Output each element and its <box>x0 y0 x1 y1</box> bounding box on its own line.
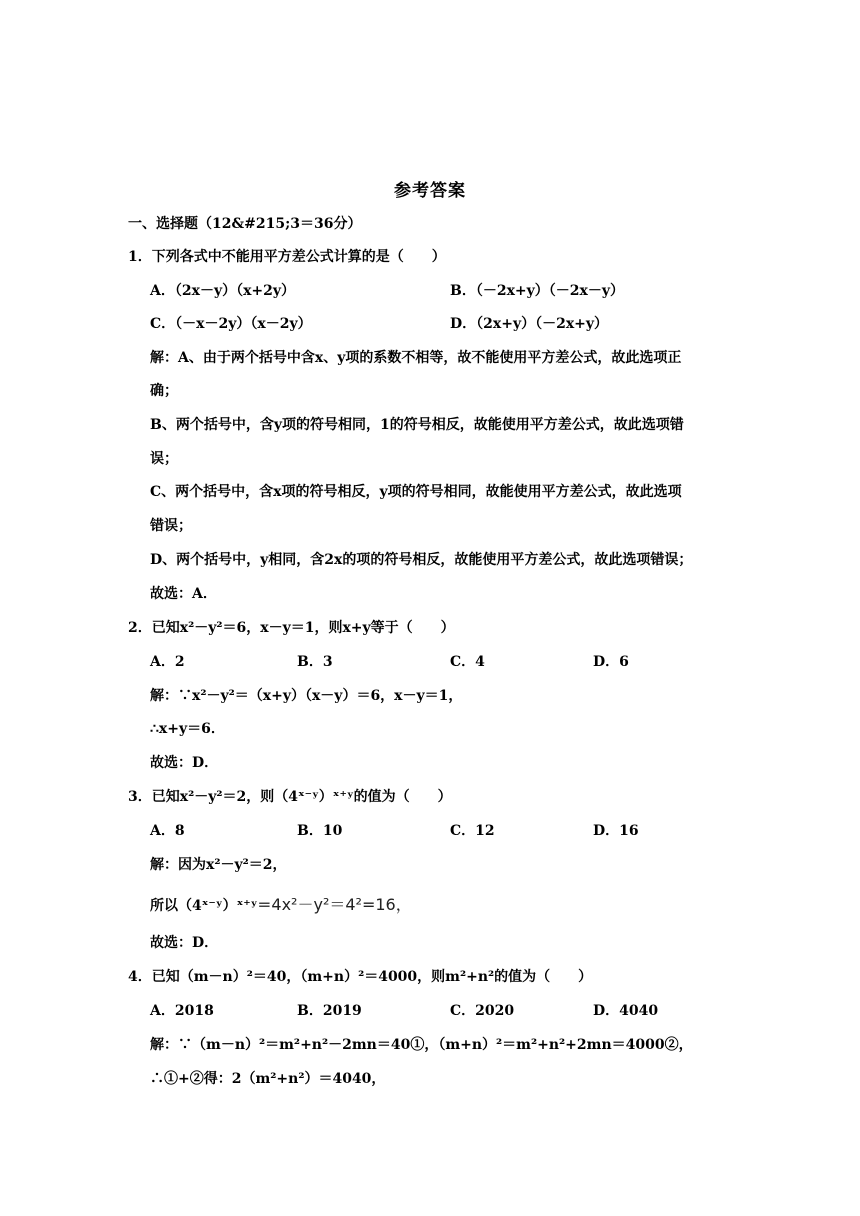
q1-option-c: C．（－x－2y）（x－2y） <box>150 316 312 332</box>
q3-answer-line: 故选：D． <box>150 935 219 951</box>
q1-option-d: D．（2x+y）（－2x+y） <box>450 316 609 332</box>
q3-formula-image: 4x²－y²＝4²=16， <box>271 895 412 914</box>
question-1-stem: 1．下列各式中不能用平方差公式计算的是（ ） <box>128 249 446 265</box>
q1-option-a: A．（2x－y）（x+2y） <box>150 283 296 299</box>
q3-option-b: B．10 <box>297 823 343 839</box>
q3-option-c: C．12 <box>450 823 495 839</box>
q1-solution-line: 错误； <box>150 518 192 534</box>
question-3-stem: 3．已知x²－y²＝2，则（4ˣ⁻ʸ）ˣ⁺ʸ的值为（ ） <box>128 789 452 805</box>
q1-solution-line: 误； <box>150 451 178 467</box>
question-4-stem: 4．已知（m－n）²＝40，（m+n）²＝4000，则m²+n²的值为（ ） <box>128 969 593 985</box>
q2-option-b: B．3 <box>297 654 333 670</box>
q1-option-b: B．（－2x+y）（－2x－y） <box>450 283 625 299</box>
q1-answer-line: 故选：A． <box>150 586 217 602</box>
q2-answer-line: 故选：D． <box>150 755 219 771</box>
q3-option-d: D．16 <box>593 823 639 839</box>
q1-solution-line: B、两个括号中，含y项的符号相同，1的符号相反，故能使用平方差公式，故此选项错 <box>150 417 684 433</box>
q4-option-d: D．4040 <box>593 1003 659 1019</box>
question-2-stem: 2．已知x²－y²＝6，x－y＝1，则x+y等于（ ） <box>128 620 455 636</box>
q3-solution-line: 解：因为x²－y²＝2， <box>150 857 287 873</box>
q4-solution-line: ∴①+②得：2（m²+n²）＝4040， <box>150 1071 386 1087</box>
q1-solution-line: 确； <box>150 383 178 399</box>
q4-option-a: A．2018 <box>150 1003 214 1019</box>
q2-option-c: C．4 <box>450 654 485 670</box>
page-title: 参考答案 <box>394 181 466 201</box>
q4-solution-line: 解：∵（m－n）²＝m²+n²－2mn＝40①，（m+n）²＝m²+n²+2mn＝4000②， <box>150 1037 693 1053</box>
section-heading: 一、选择题（12&#215;3＝36分） <box>128 216 362 232</box>
q2-option-d: D．6 <box>593 654 629 670</box>
q4-option-c: C．2020 <box>450 1003 515 1019</box>
q2-option-a: A．2 <box>150 654 185 670</box>
q3-solution-line <box>150 895 412 916</box>
q1-solution-line: D、两个括号中，y相同，含2x的项的符号相反，故能使用平方差公式，故此选项错误； <box>150 552 693 568</box>
q3-solution-text: 所以（4ˣ⁻ʸ）ˣ⁺ʸ＝ <box>150 898 272 914</box>
q3-option-a: A．8 <box>150 823 185 839</box>
q1-solution-line: 解：A、由于两个括号中含x、y项的系数不相等，故不能使用平方差公式，故此选项正 <box>150 350 682 366</box>
q4-option-b: B．2019 <box>297 1003 362 1019</box>
q2-solution-line: ∴x+y＝6． <box>150 721 225 737</box>
q1-solution-line: C、两个括号中，含x项的符号相反，y项的符号相同，故能使用平方差公式，故此选项 <box>150 484 682 500</box>
q2-solution-line: 解：∵x²－y²＝（x+y）（x－y）＝6，x－y＝1， <box>150 688 463 704</box>
